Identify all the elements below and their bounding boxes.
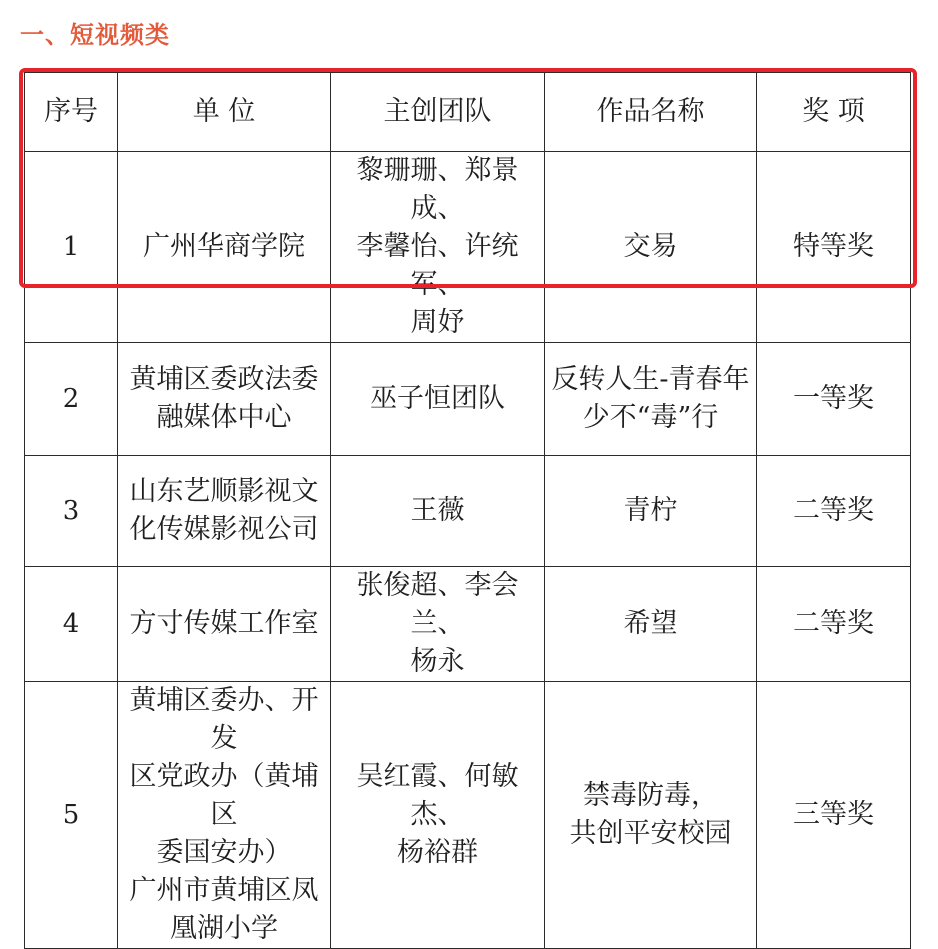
team-cell <box>331 682 545 949</box>
work-line: 交易 <box>623 231 678 262</box>
work-line: 少不“毒”行 <box>582 402 719 433</box>
unit-line: 方寸传媒工作室 <box>129 608 319 639</box>
unit-line: 区党政办（黄埔区 <box>129 761 319 830</box>
work-line: 青柠 <box>623 495 678 526</box>
unit-line: 委国安办） <box>156 837 292 868</box>
row-number-cell: 5 <box>25 682 118 949</box>
award-cell: 一等奖 <box>757 343 911 456</box>
unit-line: 广州华商学院 <box>143 231 305 262</box>
award-cell: 二等奖 <box>757 456 911 567</box>
header-cell-team: 主创团队 <box>331 73 545 152</box>
team-cell <box>331 456 545 567</box>
team-line: 周妤 <box>410 307 465 338</box>
unit-line: 凰湖小学 <box>170 913 278 944</box>
team-cell <box>331 343 545 456</box>
table-header-row <box>25 73 911 152</box>
unit-cell <box>118 343 331 456</box>
table-row <box>25 343 911 456</box>
unit-cell <box>118 567 331 682</box>
award-cell: 三等奖 <box>757 682 911 949</box>
work-line: 禁毒防毒， <box>583 780 718 811</box>
unit-line: 黄埔区委办、开发 <box>129 685 319 754</box>
unit-cell <box>118 456 331 567</box>
header-cell-no: 序号 <box>25 73 118 152</box>
team-line: 巫子恒团队 <box>370 383 505 414</box>
team-line: 杨永 <box>410 646 465 677</box>
header-cell-unit: 单 位 <box>118 73 331 152</box>
team-line: 张俊超、李会兰、 <box>356 570 519 639</box>
row-number-cell: 3 <box>25 456 118 567</box>
team-line: 王薇 <box>410 495 465 526</box>
unit-line: 化传媒影视公司 <box>129 514 319 545</box>
award-cell: 特等奖 <box>757 152 911 343</box>
work-cell <box>545 152 757 343</box>
table-row <box>25 567 911 682</box>
team-line: 吴红霞、何敏杰、 <box>356 761 519 830</box>
team-cell <box>331 152 545 343</box>
awards-table <box>24 72 911 949</box>
unit-cell <box>118 152 331 343</box>
unit-line: 黄埔区委政法委 <box>129 364 319 395</box>
work-line: 共创平安校园 <box>569 818 732 849</box>
team-cell <box>331 567 545 682</box>
team-line: 李馨怡、许统军、 <box>356 231 519 300</box>
award-cell: 二等奖 <box>757 567 911 682</box>
row-number-cell: 2 <box>25 343 118 456</box>
unit-line: 广州市黄埔区凤 <box>129 875 319 906</box>
team-line: 黎珊珊、郑景成、 <box>356 155 519 224</box>
work-line: 希望 <box>623 608 678 639</box>
header-cell-award: 奖 项 <box>757 73 911 152</box>
table-row <box>25 682 911 949</box>
row-number-cell: 4 <box>25 567 118 682</box>
header-cell-work: 作品名称 <box>545 73 757 152</box>
unit-line: 融媒体中心 <box>156 402 292 433</box>
table-row <box>25 456 911 567</box>
work-cell <box>545 682 757 949</box>
work-cell <box>545 343 757 456</box>
awards-table-container <box>24 72 910 949</box>
team-line: 杨裕群 <box>397 837 478 868</box>
unit-cell <box>118 682 331 949</box>
work-line: 反转人生-青春年 <box>551 364 750 395</box>
row-number-cell: 1 <box>25 152 118 343</box>
work-cell <box>545 567 757 682</box>
work-cell <box>545 456 757 567</box>
table-row <box>25 152 911 343</box>
section-title: 一、短视频类 <box>20 21 170 49</box>
unit-line: 山东艺顺影视文 <box>129 476 319 507</box>
